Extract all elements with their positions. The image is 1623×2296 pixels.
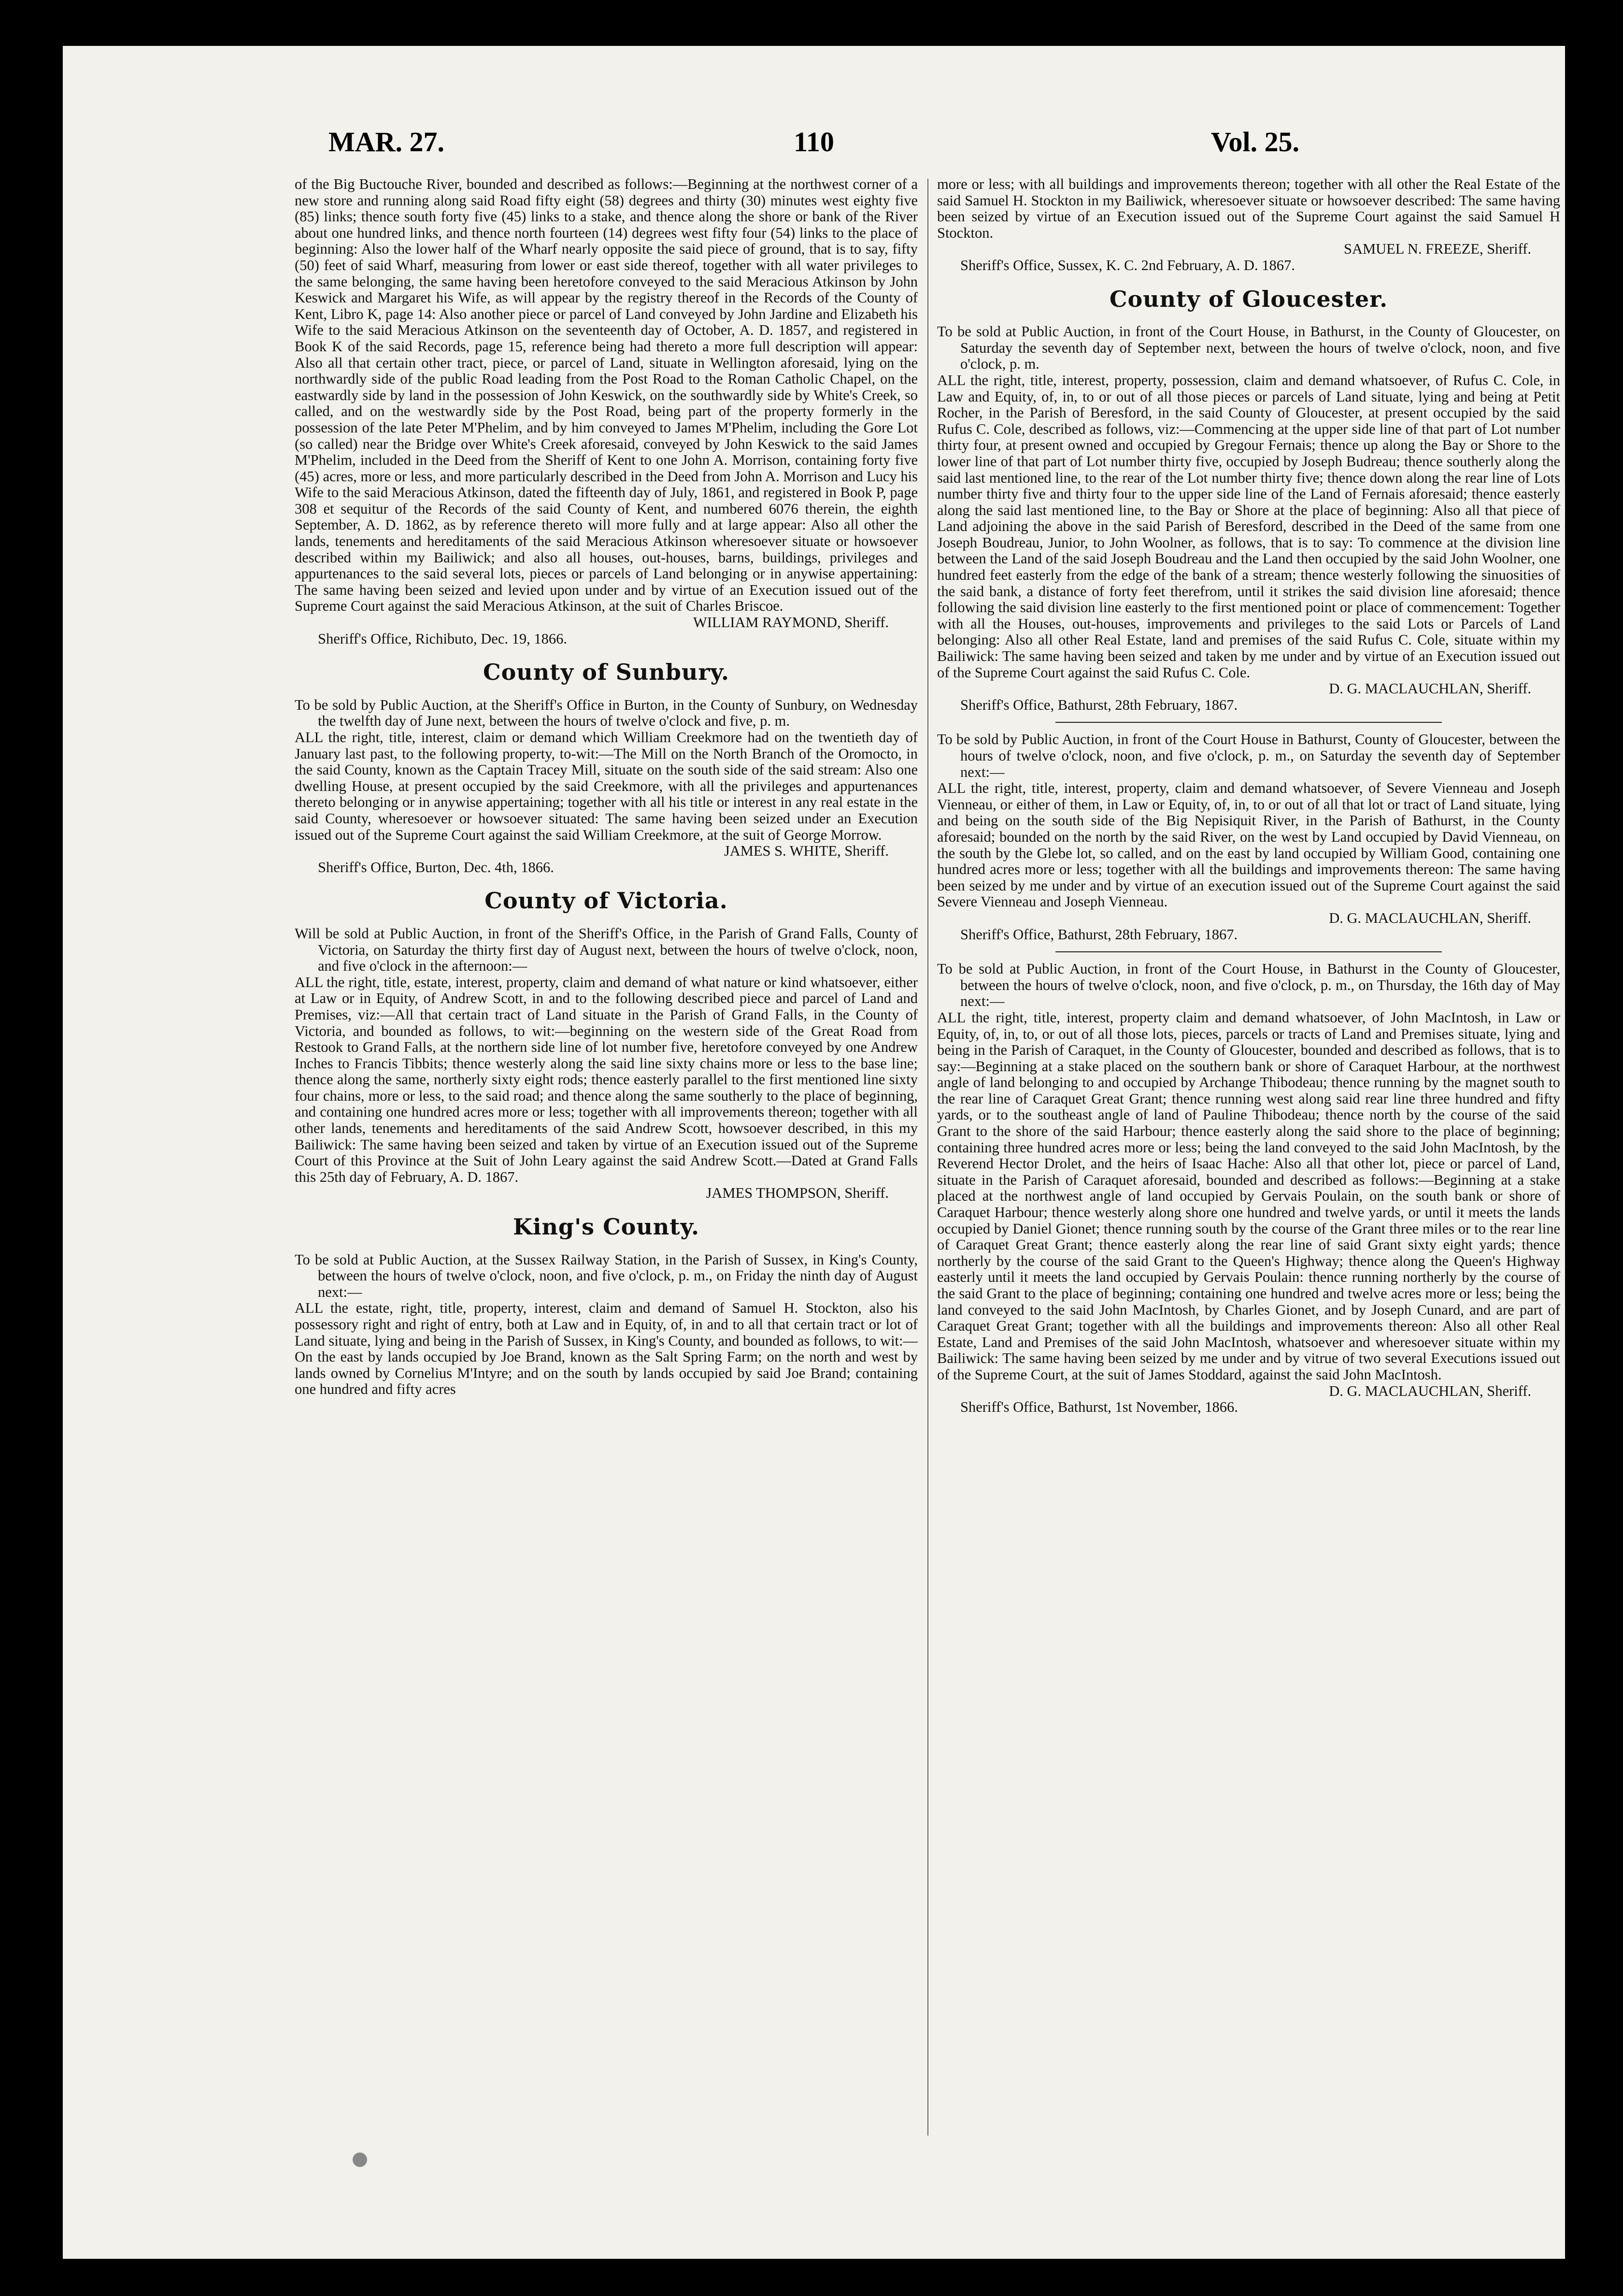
county-heading: County of Gloucester. [1109,286,1388,312]
section-rule [1055,722,1442,723]
right-column [937,176,1560,2138]
county-heading: King's County. [513,1214,699,1240]
notice-body: ALL the right, title, interest, property, possession, claim and demand whatsoever, of Rufus C. Cole, in Law and Equity, of, in, to or out of all those pieces or parcels of Land situate, lying and being at Petit Rocher, in the Parish of Beresford, in the said County of Gloucester, at present occupied by the said Rufus C. Cole, described as follows, viz:—Commencing at the upper side line of that part of Lot number thirty four, at present owned and occupied by Gregour Fernais; thence up along the Bay or Shore to the lower line of that part of Lot number thirty five, occupied by Joseph Budreau; thence southerly along the said last mentioned line, to the rear of the Lot number thirty five; thence down along the rear line of Lots number thirty five and thirty four to the upper side line of the Land of Fernais aforesaid; thence easterly along the said last mentioned line, to the Bay or Shore at the place of beginning: Also all that piece of Land adjoining the above in the said Parish of Beresford, described in the Deed of the same from one Joseph Boudreau, Junior, to John Woolner, as follows, that is to say: To commence at the division line between the Land of the said Joseph Boudreau and the Land then occupied by the said John Woolner, one hundred feet easterly from the edge of the bank of a stream; thence westerly following the sinuosities of the said bank, a distance of forty feet therefrom, until it strikes the said division line aforesaid; thence following the said division line easterly to the first mentioned point or place of commencement: Together with all the Houses, out-houses, improvements and privileges to the said Lots or Parcels of Land belonging: Also all other Real Estate, land and premises of the said Rufus C. Cole, situate within my Bailiwick: The same having been seized and taken by me under and by virtue of an Execution issued out of the Supreme Court against the said Rufus C. Cole. [937,372,1560,681]
volume-number: Vol. 25. [1210,126,1299,158]
notice-body: ALL the right, title, interest, property claim and demand whatsoever, of John MacIntosh, in Law or Equity, of, in, to, or out of all those lots, pieces, parcels or tracts of Land and Premises situate, lying and being in the Parish of Caraquet, in the County of Gloucester, bounded and described as follows, that is to say:—Beginning at a stake placed on the southern bank or shore of Caraquet Harbour, at the northwest angle of land belonging to and occupied by Archange Thibodeau; thence running by the magnet south to the rear line of Caraquet Great Grant; thence running west along said rear line three hundred and fifty yards, or to the southeast angle of land of Pauline Thibodeau; thence north by the course of the said Grant to the shore of the said Harbour; thence easterly along the said shore to the place of beginning; containing three hundred acres more or less; being the land conveyed to the said John MacIntosh, by the Reverend Hector Drolet, and the heirs of Isaac Hache: Also all that other lot, piece or parcel of Land, situate in the Parish of Caraquet aforesaid, bounded and described as follows:—Beginning at a stake placed at the northwest angle of land occupied by Gervais Poulain, on the south bank or shore of Caraquet Harbour; thence westerly along shore one hundred and twelve yards, or until it meets the lands occupied by Daniel Gionet; thence running south by the course of the Grant three miles or to the rear line of Caraquet Great Grant; thence easterly along the rear line of said Grant sixty eight yards; thence northerly by the course of the said Grant to the Queen's Highway; thence along the Queen's Highway easterly until it meets the land occupied by Gervais Poulain: thence running northerly by the course of the said Grant to the place of beginning; containing one hundred and twelve acres more or less; being the land conveyed to the said John MacIntosh, by Charles Gionet, and by Joseph Cunard, and are part of Caraquet Great Grant; together with all the buildings and improvements thereon: Also all other Real Estate, Land and Premises of the said John MacIntosh, whatsoever and wheresoever situate within my Bailiwick: The same having been seized by me under and by vitrue of two several Executions issued out of the Supreme Court, at the suit of James Stoddard, against the said John MacIntosh. [937,1009,1560,1383]
sheriff-office-dateline: Sheriff's Office, Bathurst, 1st November, 1866. [960,1399,1238,1416]
sheriff-signature: JAMES THOMPSON, Sheriff. [706,1185,889,1202]
sheriff-sale-notice [295,1252,918,1398]
county-heading: County of Victoria. [484,888,728,914]
left-column [295,176,918,2138]
notice-intro: Will be sold at Public Auction, in front of the Sheriff's Office, in the Parish of Grand Falls, County of Victoria, on Saturday the thirty first day of August next, between the hours of twelve o'clock, noon, and five o'clock in the afternoon:— [295,925,918,975]
notice-body: ALL the right, title, interest, claim or demand which William Creekmore had on the twentieth day of January last past, to the following property, to-wit:—The Mill on the North Branch of the Oromocto, in the said County, known as the Captain Tracey Mill, situate on the south side of the said stream: Also one dwelling House, at present occupied by the said Creekmore, with all the privileges and appurtenances thereto belonging or in anywise appertaining; together with all his title or interest in any real estate in the said County, wheresoever or howsoever situated: The same having been seized under an Execution issued out of the Supreme Court against the said William Creekmore, at the suit of George Morrow. [295,729,918,843]
sheriff-sale-notice [937,961,1560,1416]
sheriff-office-dateline: Sheriff's Office, Richibuto, Dec. 19, 1866. [318,630,567,647]
sheriff-sale-notice [295,697,918,876]
sheriff-office-dateline: Sheriff's Office, Bathurst, 28th February, 1867. [960,696,1238,713]
sheriff-signature: SAMUEL N. FREEZE, Sheriff. [1343,241,1531,258]
notice-intro: To be sold by Public Auction, in front of the Court House in Bathurst, County of Gloucester, between the hours of twelve o'clock, noon, and five o'clock, p. m., on Saturday the seventh day of September next:— [937,731,1560,780]
page-content [63,46,1565,2259]
sheriff-signature: D. G. MACLAUCHLAN, Sheriff. [1329,1382,1531,1399]
running-head [328,126,1299,184]
sheriff-sale-notice [937,324,1560,713]
sheriff-signature: D. G. MACLAUCHLAN, Sheriff. [1329,909,1531,926]
sheriff-sale-notice [937,176,1560,274]
sheriff-signature: WILLIAM RAYMOND, Sheriff. [693,614,889,631]
sheriff-sale-notice [295,176,918,647]
issue-date: MAR. 27. [328,126,445,158]
newspaper-page [63,46,1565,2259]
sheriff-sale-notice [937,732,1560,943]
page-number: 110 [794,126,834,158]
notice-intro: To be sold at Public Auction, in front of the Court House, in Bathurst, in the County of Gloucester, on Saturday the seventh day of September next, between the hours of twelve o'clock, noon, and five o'clock, p. m. [937,323,1560,373]
notice-body: ALL the estate, right, title, property, interest, claim and demand of Samuel H. Stockton, also his possessory right and right of entry, both at Law and in Equity, of, in and to all that certain tract or lot of Land situate, lying and being in the Parish of Sussex, in King's County, and bounded as follows, to wit:—On the east by lands occupied by Joe Brand, known as the Salt Spring Farm; on the north and west by lands owned by Cornelius M'Intyre; and on the south by lands occupied by said Joe Brand; containing one hundred and fifty acres [295,1300,918,1398]
sheriff-sale-notice [295,926,918,1202]
notice-intro: To be sold at Public Auction, at the Sussex Railway Station, in the Parish of Sussex, in King's County, between the hours of twelve o'clock, noon, and five o'clock, p. m., on Friday the ninth day of August next:— [295,1251,918,1300]
sheriff-office-dateline: Sheriff's Office, Bathurst, 28th February, 1867. [960,926,1238,943]
notice-body: of the Big Buctouche River, bounded and described as follows:—Beginning at the northwest corner of a new store and running along said Road fifty eight (58) degrees and thirty (30) minutes west eighty five (85) links; thence south forty five (45) links to a stake, and thence along the shore or bank of the River about one hundred links, and thence north fourteen (14) degrees west fifty four (54) links to the place of beginning: Also the lower half of the Wharf nearly opposite the said piece of ground, that is to say, fifty (50) feet of said Wharf, measuring from lower or east side thereof, together with all water privileges to the same belonging, the same having been heretofore conveyed to the said Meracious Atkinson by John Keswick and Margaret his Wife, as will appear by the registry thereof in the Records of the County of Kent, Libro K, page 14: Also another piece or parcel of Land conveyed by John Jardine and Elizabeth his Wife to the said Meracious Atkinson on the seventeenth day of October, A. D. 1857, and registered in Book K of the said Records, page 15, reference being had thereto a more full description will appear: Also all that certain other tract, piece, or parcel of Land, situate in Wellington aforesaid, lying on the northwardly side of the public Road leading from the Post Road to the Roman Catholic Chapel, on the eastwardly side by land in the possession of John Keswick, on the southwardly side by White's Creek, so called, and on the westwardly side by the Post Road, being part of the property formerly in the possession of the late Peter M'Phelim, and by him conveyed to James M'Phelim, including the Gore Lot (so called) near the Bridge over White's Creek aforesaid, conveyed by John Keswick to the said James M'Phelim, included in the Deed from the Sheriff of Kent to one John A. Morrison, containing forty five (45) acres, more or less, and more particularly described in the Deed from John A. Morrison and Lucy his Wife to the said Meracious Atkinson, dated the fifteenth day of July, 1861, and registered in Book P, page 308 et sequitur of the Records of the said County of Kent, and numbered 6076 therein, the eighth September, A. D. 1862, as by reference thereto will more fully and at large appear: Also all other the lands, tenements and hereditaments of the said Meracious Atkinson wheresoever situate or howsoever described within my Bailiwick; and also all houses, out-houses, barns, buildings, privileges and appurtenances to the said several lots, pieces or parcels of Land belonging or in anywise appertaining: The same having been seized and levied upon under and by virtue of an Execution issued out of the Supreme Court against the said Meracious Atkinson, at the suit of Charles Briscoe. [295,176,918,615]
sheriff-office-dateline: Sheriff's Office, Burton, Dec. 4th, 1866. [318,859,554,875]
notice-body: ALL the right, title, estate, interest, property, claim and demand of what nature or kind whatsoever, either at Law or in Equity, of Andrew Scott, in and to the following described piece and parcel of Land and Premises, viz:—All that certain tract of Land situate in the Parish of Grand Falls, in the County of Victoria, and bounded as follows, to wit:—beginning on the western side of the Great Road from Restook to Grand Falls, at the northern side line of lot number five, heretofore conveyed by one Andrew Inches to Francis Tibbits; thence westerly along the said line sixty chains more or less to the base line; thence along the same, northerly sixty eight rods; thence easterly parallel to the first mentioned line sixty four chains, more or less, to the said road; and thence along the same southerly to the place of beginning, and containing one hundred acres more or less; together with all improvements thereon; together with all other lands, tenements and hereditaments of the said Andrew Scott, howsoever described, in this my Bailiwick: The same having been seized and taken by virtue of an Execution issued out of the Supreme Court of this Province at the Suit of John Leary against the said Andrew Scott.—Dated at Grand Falls this 25th day of February, A. D. 1867. [295,974,918,1185]
notice-body: ALL the right, title, interest, property, claim and demand whatsoever, of Severe Vienneau and Joseph Vienneau, or either of them, in Law or Equity, of, in, to or out of all that lot or tract of Land situate, lying and being on the south side of the Big Nepisiquit River, in the Parish of Bathurst, in the County aforesaid; bounded on the north by the said River, on the west by Land occupied by David Vienneau, on the south by the Glebe lot, so called, and on the east by land occupied by William Good, containing one hundred acres more or less; together with all the buildings and improvements thereon: The same having been seized by me under and by virtue of an execution issued out of the Supreme Court against the said Severe Vienneau and Joseph Vienneau. [937,780,1560,910]
notice-intro: To be sold by Public Auction, at the Sheriff's Office in Burton, in the County of Sunbury, on Wednesday the twelfth day of June next, between the hours of twelve o'clock and five, p. m. [295,696,918,730]
notice-body: more or less; with all buildings and improvements thereon; together with all other the Real Estate of the said Samuel H. Stockton in my Bailiwick, wheresoever situate or howsoever described: The same having been seized by virtue of an Execution issued out of the Supreme Court against the said Samuel H Stockton. [937,176,1560,241]
notice-intro: To be sold at Public Auction, in front of the Court House, in Bathurst in the County of Gloucester, between the hours of twelve o'clock, noon, and five o'clock, p. m., on Thursday, the 16th day of May next:— [937,961,1560,1010]
sheriff-office-dateline: Sheriff's Office, Sussex, K. C. 2nd February, A. D. 1867. [960,257,1295,273]
column-divider [927,179,928,2136]
sheriff-signature: JAMES S. WHITE, Sheriff. [724,843,889,860]
sheriff-signature: D. G. MACLAUCHLAN, Sheriff. [1329,680,1531,697]
ink-blot [353,2152,367,2167]
county-heading: County of Sunbury. [483,659,730,686]
section-rule [1055,951,1442,952]
